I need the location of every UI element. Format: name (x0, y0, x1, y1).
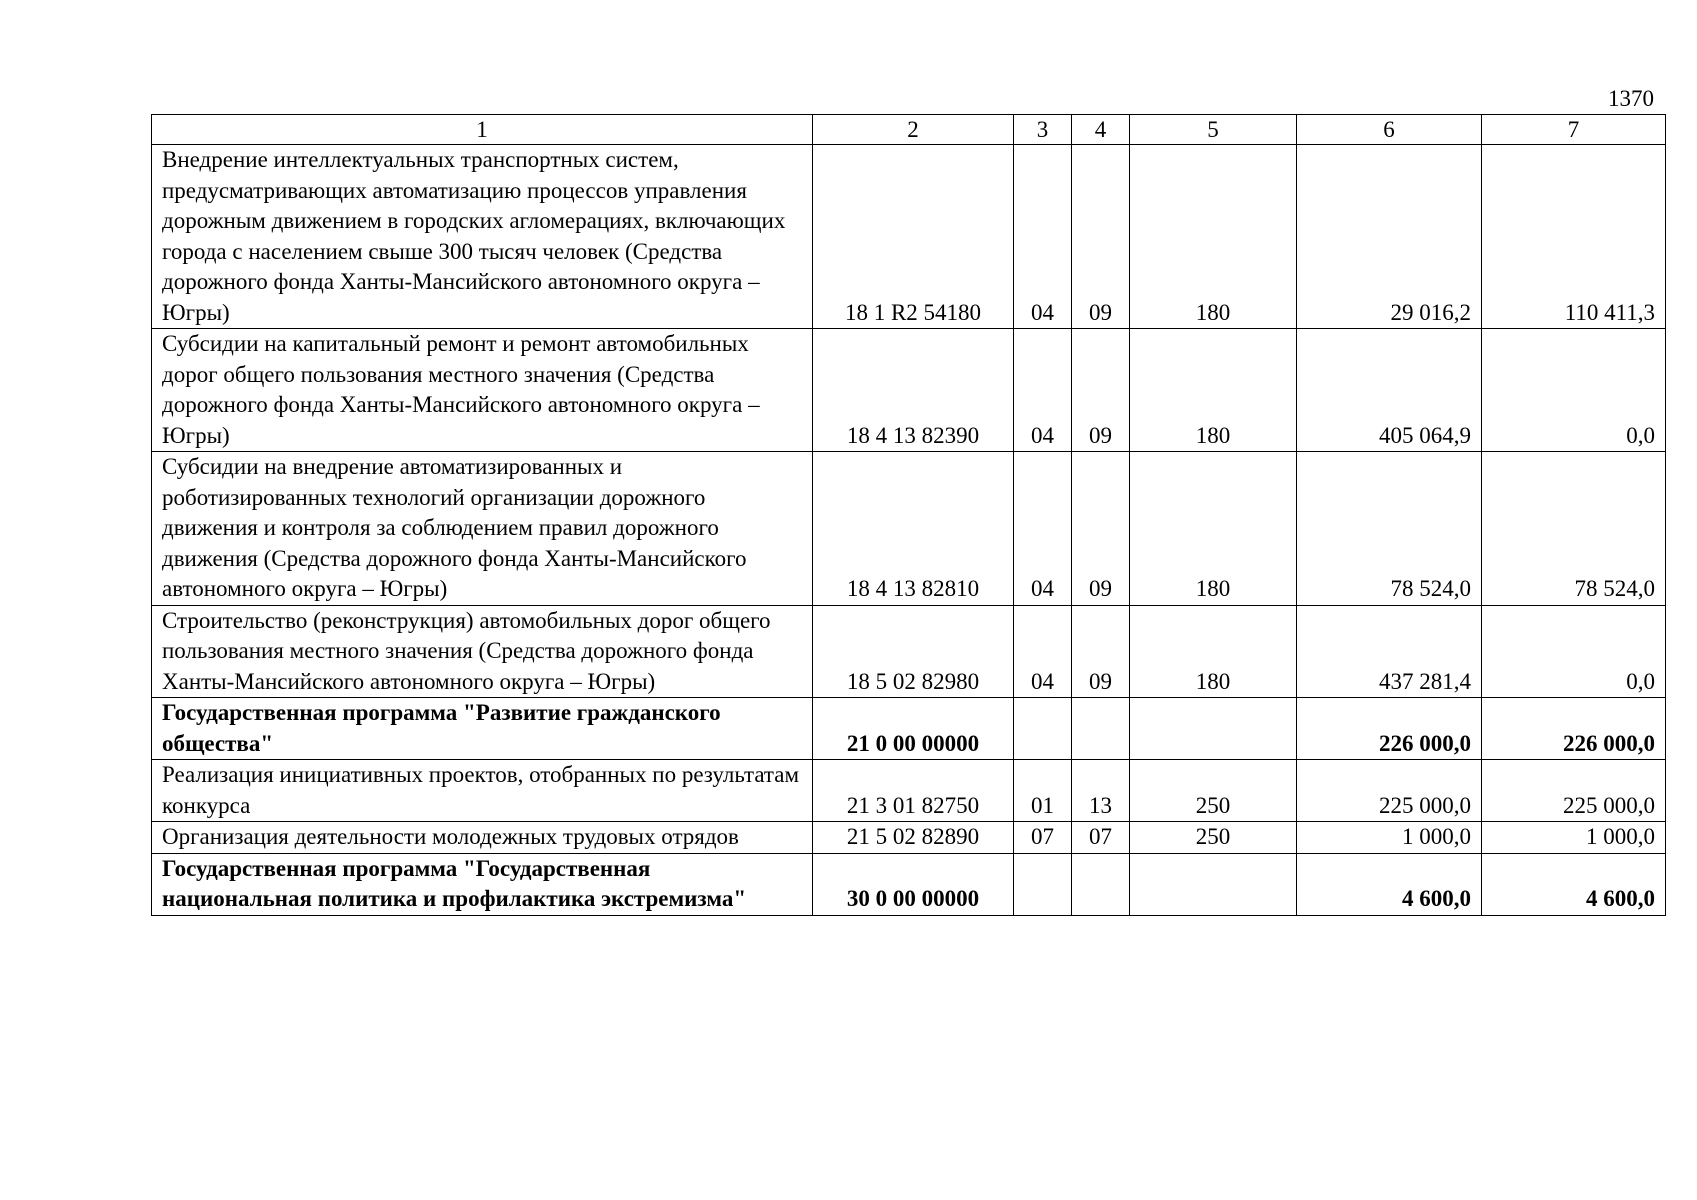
row-amount-col7: 0,0 (1482, 329, 1666, 452)
row-subsection: 13 (1072, 760, 1130, 822)
row-expense-type: 250 (1130, 760, 1297, 822)
table-row (152, 145, 1666, 329)
row-subsection (1072, 698, 1130, 760)
header-col-4: 4 (1072, 115, 1130, 145)
row-subsection: 09 (1072, 605, 1130, 698)
row-target-code: 21 3 01 82750 (813, 760, 1014, 822)
row-expense-type: 180 (1130, 145, 1297, 329)
row-subsection: 09 (1072, 452, 1130, 606)
row-expense-type: 250 (1130, 822, 1297, 854)
header-col-7: 7 (1482, 115, 1666, 145)
row-subsection (1072, 853, 1130, 915)
row-description: Государственная программа "Развитие гражданского общества" (152, 698, 813, 760)
row-expense-type (1130, 853, 1297, 915)
table-row (152, 605, 1666, 698)
row-amount-col7: 78 524,0 (1482, 452, 1666, 606)
row-expense-type: 180 (1130, 452, 1297, 606)
row-expense-type (1130, 698, 1297, 760)
page-number: 1370 (1608, 86, 1654, 111)
header-col-6: 6 (1297, 115, 1482, 145)
row-amount-col6: 226 000,0 (1297, 698, 1482, 760)
header-col-2: 2 (813, 115, 1014, 145)
row-subsection: 09 (1072, 145, 1130, 329)
row-amount-col7: 1 000,0 (1482, 822, 1666, 854)
row-description: Строительство (реконструкция) автомобильных дорог общего пользования местного значения (Средства дорожного фонда Ханты-Мансийского автономного округа – Югры) (152, 605, 813, 698)
row-amount-col7: 226 000,0 (1482, 698, 1666, 760)
row-description: Субсидии на внедрение автоматизированных и роботизированных технологий организации дорожного движения и контроля за соблюдением правил дорожного движения (Средства дорожного фонда Ханты-Мансийского автономного округа – Югры) (152, 452, 813, 606)
header-col-5: 5 (1130, 115, 1297, 145)
table-row (152, 822, 1666, 854)
row-subsection: 09 (1072, 329, 1130, 452)
table-row (152, 329, 1666, 452)
header-col-1: 1 (152, 115, 813, 145)
row-amount-col7: 225 000,0 (1482, 760, 1666, 822)
row-description: Внедрение интеллектуальных транспортных систем, предусматривающих автоматизацию процессов управления дорожным движением в городских агломерациях, включающих города с населением свыше 300 тысяч человек (Средства дорожного фонда Ханты-Мансийского автономного округа – Югры) (152, 145, 813, 329)
header-col-3: 3 (1014, 115, 1072, 145)
row-section: 04 (1014, 452, 1072, 606)
row-section: 07 (1014, 822, 1072, 854)
row-target-code: 18 4 13 82390 (813, 329, 1014, 452)
row-expense-type: 180 (1130, 605, 1297, 698)
row-amount-col6: 405 064,9 (1297, 329, 1482, 452)
row-target-code: 21 5 02 82890 (813, 822, 1014, 854)
row-section: 04 (1014, 605, 1072, 698)
row-section: 04 (1014, 145, 1072, 329)
row-subsection: 07 (1072, 822, 1130, 854)
row-description: Субсидии на капитальный ремонт и ремонт автомобильных дорог общего пользования местного значения (Средства дорожного фонда Ханты-Мансийского автономного округа – Югры) (152, 329, 813, 452)
row-amount-col6: 437 281,4 (1297, 605, 1482, 698)
row-amount-col7: 0,0 (1482, 605, 1666, 698)
budget-table (151, 114, 1666, 916)
table-row (152, 452, 1666, 606)
header-row (152, 115, 1666, 145)
row-section: 04 (1014, 329, 1072, 452)
row-section: 01 (1014, 760, 1072, 822)
row-description: Государственная программа "Государственная национальная политика и профилактика экстремизма" (152, 853, 813, 915)
row-target-code: 21 0 00 00000 (813, 698, 1014, 760)
row-target-code: 18 5 02 82980 (813, 605, 1014, 698)
row-amount-col7: 4 600,0 (1482, 853, 1666, 915)
row-section (1014, 853, 1072, 915)
row-amount-col7: 110 411,3 (1482, 145, 1666, 329)
row-section (1014, 698, 1072, 760)
row-expense-type: 180 (1130, 329, 1297, 452)
row-description: Организация деятельности молодежных трудовых отрядов (152, 822, 813, 854)
row-amount-col6: 78 524,0 (1297, 452, 1482, 606)
row-amount-col6: 29 016,2 (1297, 145, 1482, 329)
row-target-code: 30 0 00 00000 (813, 853, 1014, 915)
row-amount-col6: 225 000,0 (1297, 760, 1482, 822)
row-amount-col6: 1 000,0 (1297, 822, 1482, 854)
program-row (152, 853, 1666, 915)
row-target-code: 18 1 R2 54180 (813, 145, 1014, 329)
program-row (152, 698, 1666, 760)
row-description: Реализация инициативных проектов, отобранных по результатам конкурса (152, 760, 813, 822)
row-amount-col6: 4 600,0 (1297, 853, 1482, 915)
table-row (152, 760, 1666, 822)
row-target-code: 18 4 13 82810 (813, 452, 1014, 606)
